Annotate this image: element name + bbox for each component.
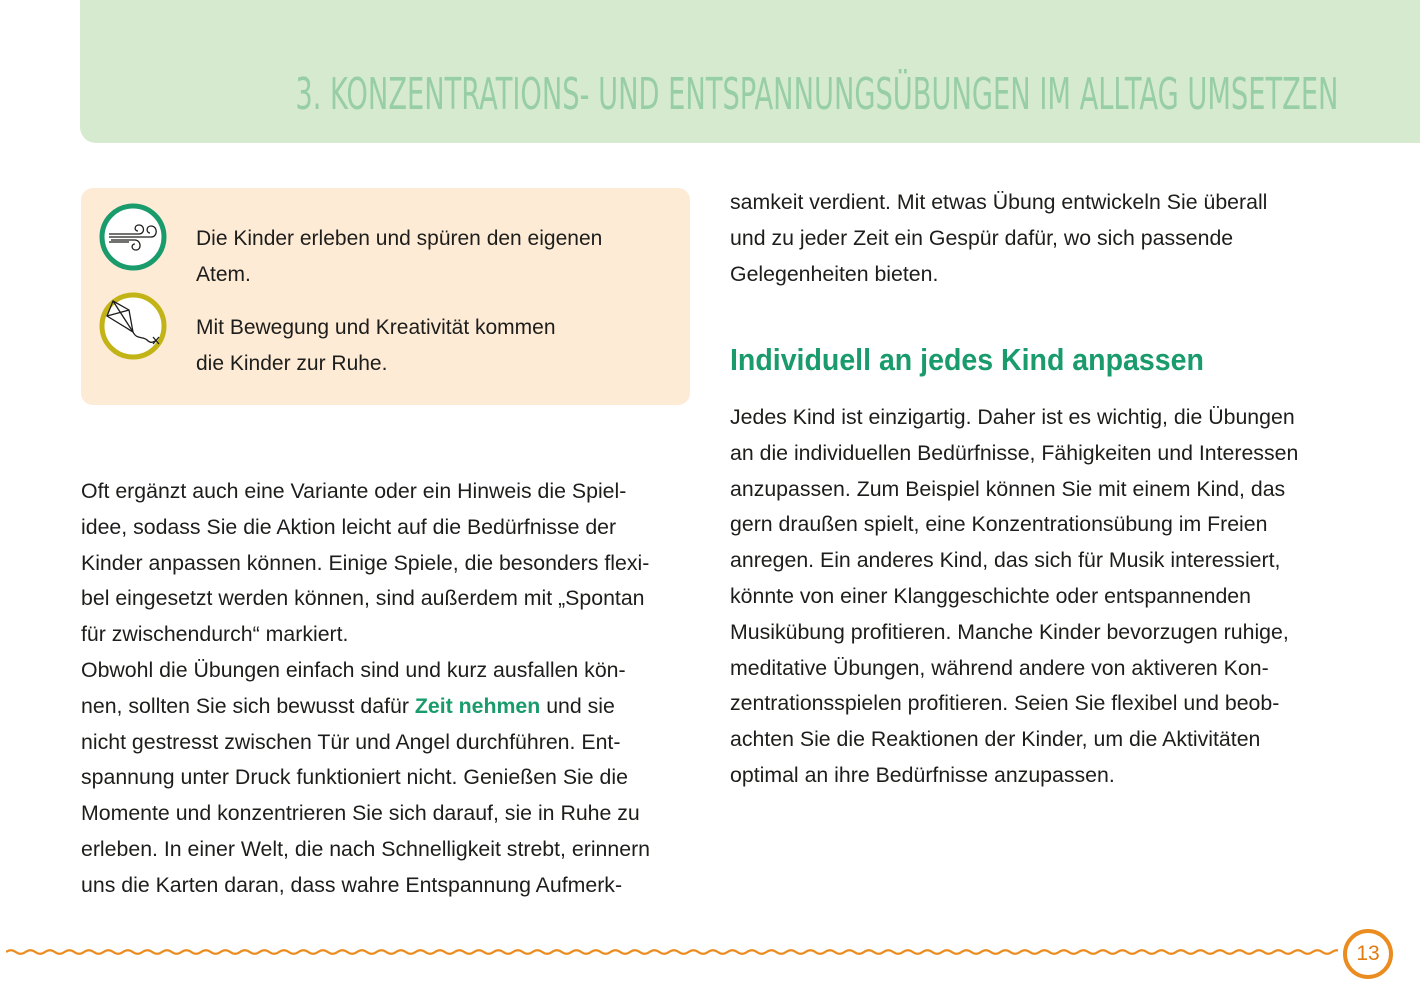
right-column-continuation [730,185,1350,292]
text-line [81,689,701,725]
section-heading: Individuell an jedes Kind anpassen [730,342,1204,377]
info-line: die Kinder zur Ruhe. [196,352,388,375]
paragraph-variants [81,474,701,653]
text-line: anregen. Ein anderes Kind, das sich für Musik interessiert, [730,548,1281,573]
info-box [81,188,690,405]
info-item-movement [196,310,666,382]
wind-icon [99,203,167,271]
page-number: 13 [1356,942,1380,965]
paragraph-take-time [81,653,701,904]
text-line: Jedes Kind ist einzigartig. Daher ist es wichtig, die Übungen [730,405,1295,429]
text-segment: nen, sollten Sie sich bewusst dafür [81,693,415,718]
text-line: uns die Karten daran, dass wahre Entspannung Aufmerk- [81,872,623,897]
info-line: Mit Bewegung und Kreativität kommen [196,316,556,339]
chapter-header [80,0,1420,143]
text-line: Gelegenheiten bieten. [730,261,939,286]
text-line: Obwohl die Übungen einfach sind und kurz ausfallen kön- [81,657,626,682]
info-line: Atem. [196,263,251,286]
paragraph-individual [730,400,1350,794]
text-line: erleben. In einer Welt, die nach Schnelligkeit strebt, erinnern [81,836,651,861]
wavy-divider [6,944,1338,960]
text-line: spannung unter Druck funktioniert nicht. Genießen Sie die [81,765,628,790]
right-column-individual [730,400,1350,794]
text-line: gern draußen spielt, eine Konzentrationsübung im Freien [730,512,1268,537]
text-line: und zu jeder Zeit ein Gespür dafür, wo sich passende [730,225,1234,250]
chapter-title: 3. KONZENTRATIONS- UND ENTSPANNUNGSÜBUNGEN IM ALLTAG UMSETZEN [294,69,1338,120]
page-number-badge [1343,929,1393,979]
text-line: meditative Übungen, während andere von aktiveren Kon- [730,655,1269,680]
text-line: nicht gestresst zwischen Tür und Angel durchführen. Ent- [81,729,621,754]
text-line: achten Sie die Reaktionen der Kinder, um die Aktivitäten [730,727,1261,752]
left-column [81,474,701,904]
text-line: Oft ergänzt auch eine Variante oder ein Hinweis die Spiel- [81,479,627,503]
highlight-zeit-nehmen: Zeit nehmen [414,693,541,718]
text-line: bel eingesetzt werden können, sind außerdem mit „Spontan [81,586,645,611]
text-line: an die individuellen Bedürfnisse, Fähigkeiten und Interessen [730,440,1299,465]
text-line: idee, sodass Sie die Aktion leicht auf die Bedürfnisse der [81,514,617,539]
text-line: optimal an ihre Bedürfnisse anzupassen. [730,762,1115,787]
info-line: Die Kinder erleben und spüren den eigenen [196,227,603,250]
text-line: anzupassen. Zum Beispiel können Sie mit einem Kind, das [730,476,1286,501]
info-item-breathing [196,221,666,293]
text-line: könnte von einer Klanggeschichte oder entspannenden [730,583,1251,608]
text-line: zentrationsspielen profitieren. Seien Sie flexibel und beob- [730,691,1280,716]
text-line: Musikübung profitieren. Manche Kinder bevorzugen ruhige, [730,619,1289,644]
paragraph-continuation [730,185,1350,292]
text-line: Momente und konzentrieren Sie sich darauf, sie in Ruhe zu [81,801,640,826]
text-segment: und sie [540,693,615,718]
text-line: Kinder anpassen können. Einige Spiele, die besonders flexi- [81,550,650,575]
kite-icon [99,292,167,360]
text-line: für zwischendurch“ markiert. [81,622,349,647]
text-line: samkeit verdient. Mit etwas Übung entwickeln Sie überall [730,190,1268,214]
